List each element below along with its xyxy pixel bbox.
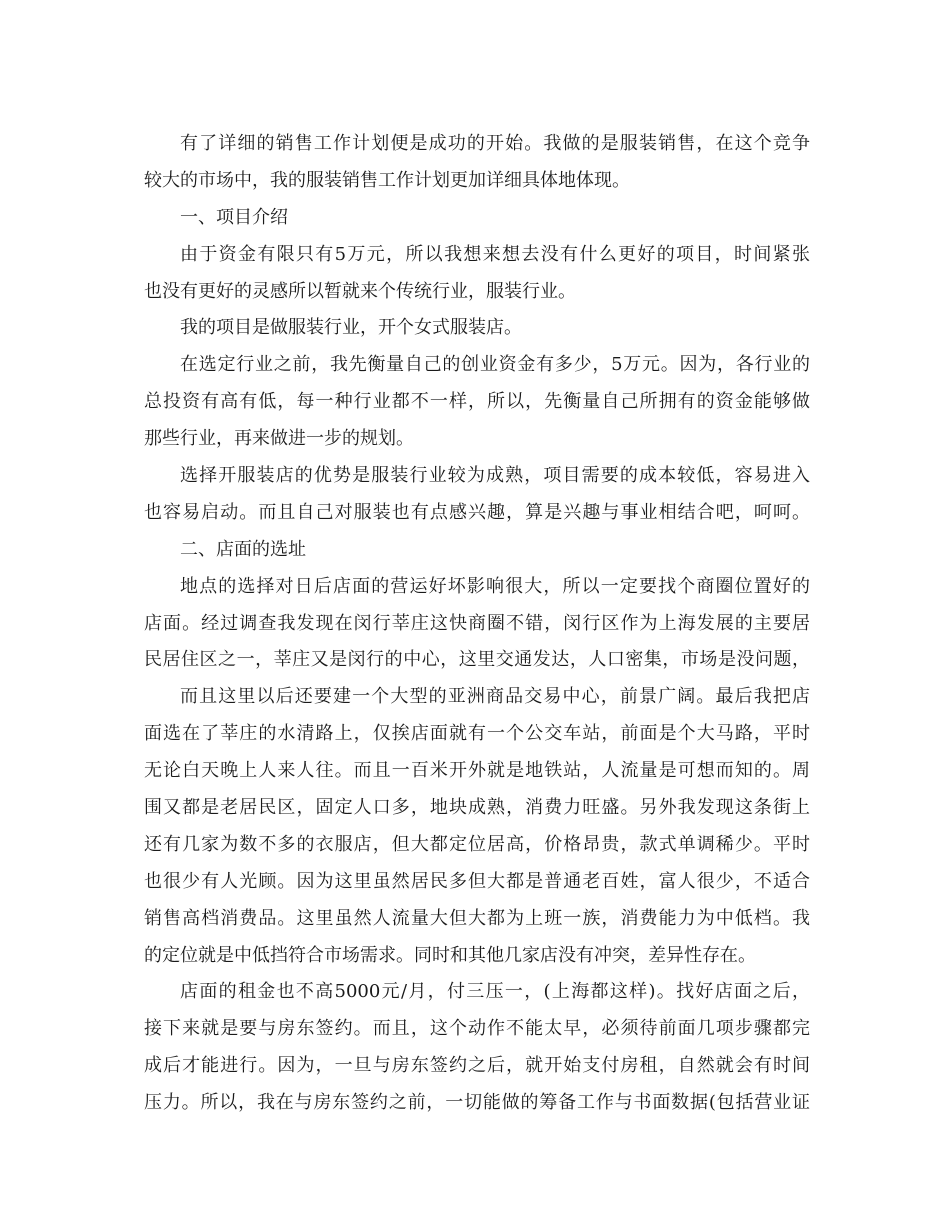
text-line: 接下来就是要与房东签约。而且，这个动作不能太早，必须待前面几项步骤都完: [144, 1018, 810, 1040]
text-line: 成后才能进行。因为，一旦与房东签约之后，就开始支付房租，自然就会有时间: [144, 1055, 810, 1077]
text-line: 销售高档消费品。这里虽然人流量大但大都为上班一族，消费能力为中低档。我: [144, 907, 810, 929]
text-line: 一、项目介绍: [180, 206, 288, 228]
text-line: 店面。经过调查我发现在闵行莘庄这快商圈不错，闵行区作为上海发展的主要居: [144, 612, 810, 634]
text-line: 压力。所以，我在与房东签约之前，一切能做的筹备工作与书面数据(包括营业证: [144, 1092, 810, 1114]
text-line: 我的项目是做服装行业，开个女式服装店。: [180, 317, 522, 339]
text-line: 还有几家为数不多的衣服店，但大都定位居高，价格昂贵，款式单调稀少。平时: [144, 833, 810, 855]
text-line: 总投资有高有低，每一种行业都不一样，所以，先衡量自己所拥有的资金能够做: [144, 391, 810, 413]
text-line: 二、店面的选址: [180, 538, 306, 560]
text-line: 店面的租金也不高5000元/月，付三压一，(上海都这样)。找好店面之后，: [180, 981, 810, 1003]
text-line: 在选定行业之前，我先衡量自己的创业资金有多少，5万元。因为，各行业的: [180, 354, 810, 376]
text-line: 面选在了莘庄的水清路上，仅挨店面就有一个公交车站，前面是个大马路，平时: [144, 723, 810, 745]
text-line: 无论白天晚上人来人往。而且一百米开外就是地铁站，人流量是可想而知的。周: [144, 760, 810, 782]
text-line: 选择开服装店的优势是服装行业较为成熟，项目需要的成本较低，容易进入: [180, 465, 810, 487]
text-line: 那些行业，再来做进一步的规划。: [144, 428, 414, 450]
text-line: 而且这里以后还要建一个大型的亚洲商品交易中心，前景广阔。最后我把店: [180, 686, 810, 708]
text-line: 也没有更好的灵感所以暂就来个传统行业，服装行业。: [144, 280, 576, 302]
text-line: 也很少有人光顾。因为这里虽然居民多但大都是普通老百姓，富人很少，不适合: [144, 870, 810, 892]
text-line: 地点的选择对日后店面的营运好坏影响很大，所以一定要找个商圈位置好的: [180, 575, 810, 597]
document-body: [144, 126, 810, 1122]
text-line: 围又都是老居民区，固定人口多，地块成熟，消费力旺盛。另外我发现这条街上: [144, 797, 810, 819]
text-line: 由于资金有限只有5万元，所以我想来想去没有什么更好的项目，时间紧张: [180, 243, 810, 265]
text-line: 的定位就是中低挡符合市场需求。同时和其他几家店没有冲突，差异性存在。: [144, 944, 756, 966]
text-line: 较大的市场中，我的服装销售工作计划更加详细具体地体现。: [144, 169, 630, 191]
text-line: 民居住区之一，莘庄又是闵行的中心，这里交通发达，人口密集，市场是没问题，: [144, 649, 810, 671]
text-line: 也容易启动。而且自己对服装也有点感兴趣，算是兴趣与事业相结合吧，呵呵。: [144, 501, 810, 523]
text-line: 有了详细的销售工作计划便是成功的开始。我做的是服装销售，在这个竞争: [180, 133, 810, 154]
